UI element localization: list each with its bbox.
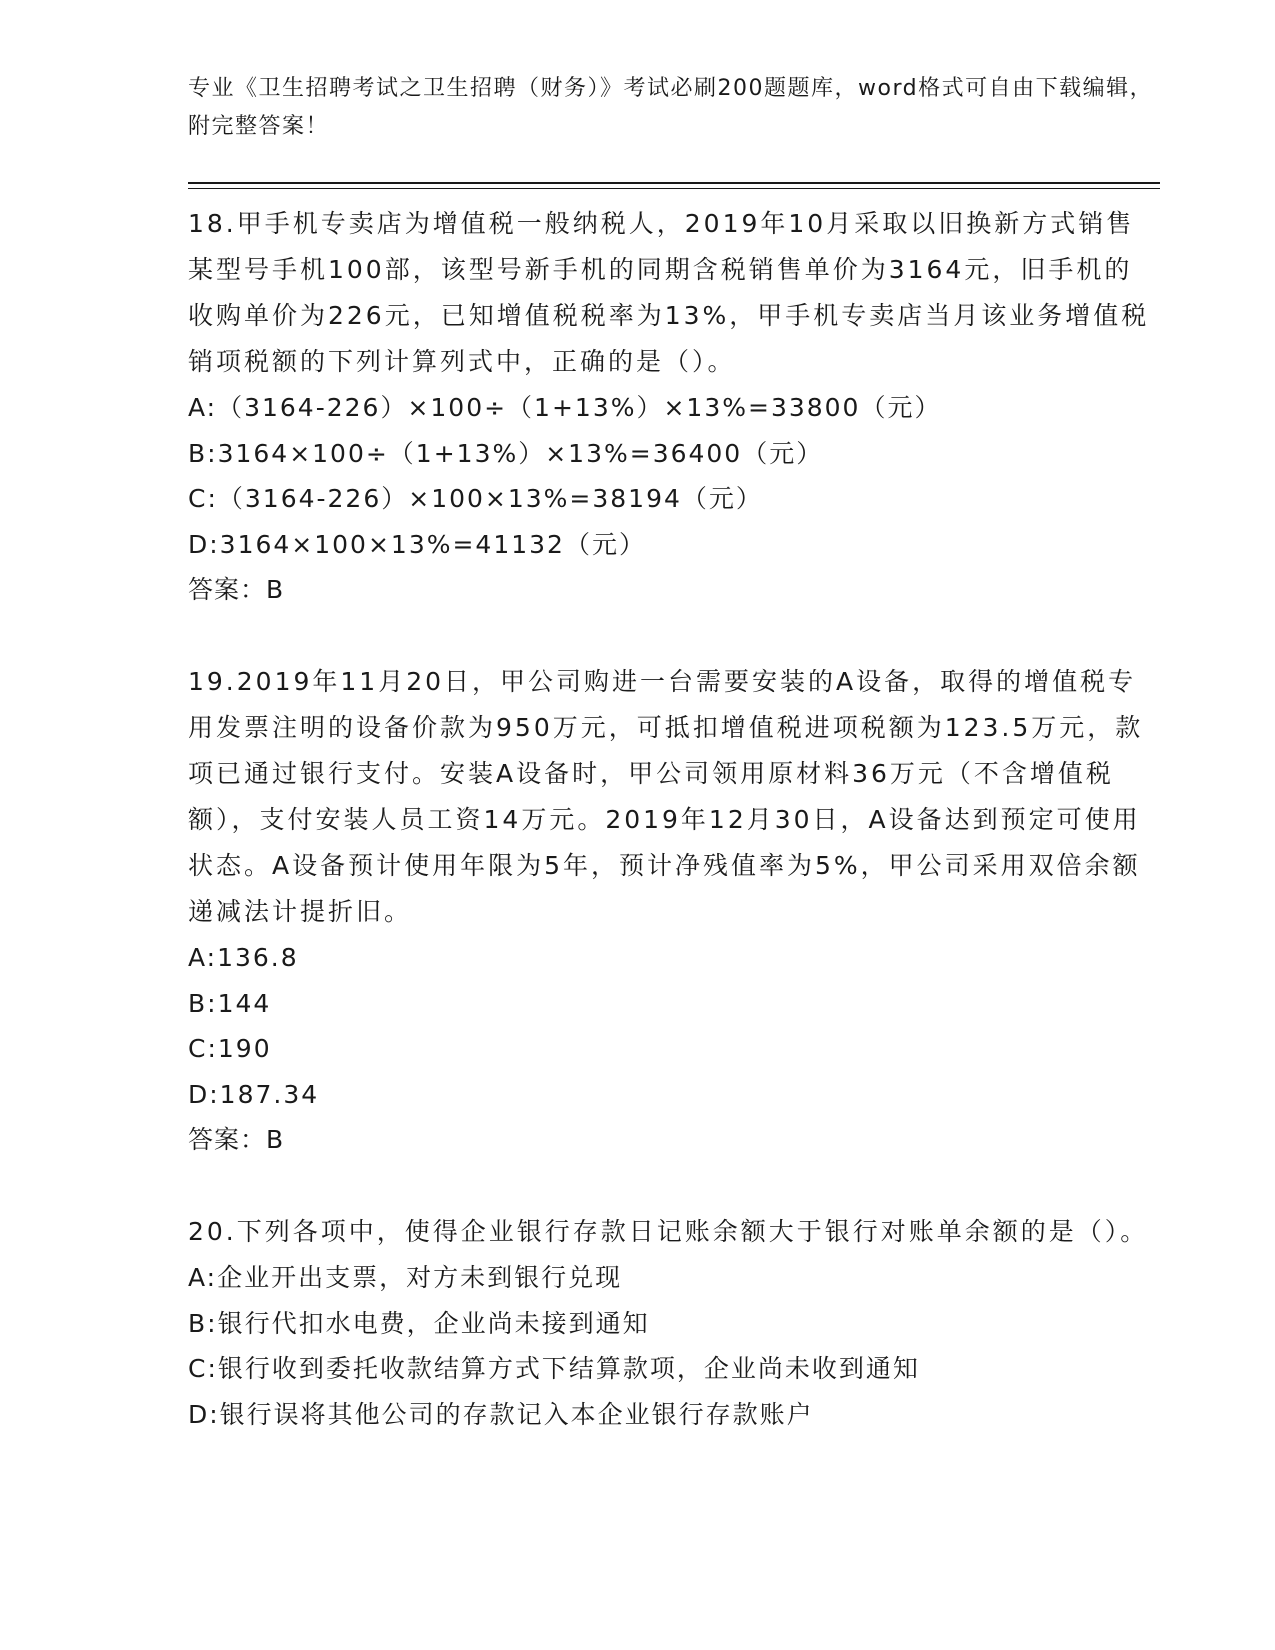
header-divider-thick (188, 182, 1160, 184)
question-stem: 19.2019年11月20日，甲公司购进一台需要安装的A设备，取得的增值税专用发票注明的设备价款为950万元，可抵扣增值税进项税额为123.5万元，款项已通过银行支付。安装A设备时，甲公司领用原材料36万元（不含增值税额），支付安装人员工资14万元。2019年12月30日，A设备达到预定可使用状态。A设备预计使用年限为5年，预计净残值率为5%，甲公司采用双倍余额递减法计提折旧。 (188, 667, 1144, 926)
question-19 (188, 659, 1160, 1163)
question-stem: 20.下列各项中，使得企业银行存款日记账余额大于银行对账单余额的是（）。 (188, 1217, 1149, 1246)
option-c: C:（3164-226）×100×13%=38194（元） (188, 484, 763, 513)
answer-line: 答案：B (188, 1125, 285, 1154)
option-c: C:银行收到委托收款结算方式下结算款项，企业尚未收到通知 (188, 1354, 920, 1383)
question-list (188, 201, 1160, 1437)
option-list (188, 1255, 1160, 1437)
option-d: D:3164×100×13%=41132（元） (188, 529, 646, 559)
answer-line: 答案：B (188, 575, 285, 604)
option-list (188, 935, 1160, 1117)
option-d: D:银行误将其他公司的存款记入本企业银行存款账户 (188, 1399, 814, 1429)
header-divider-thin (188, 188, 1160, 189)
option-c: C:190 (188, 1034, 272, 1063)
document-page (188, 70, 1160, 1483)
option-b: B:3164×100÷（1+13%）×13%=36400（元） (188, 438, 824, 468)
option-list (188, 385, 1160, 567)
question-stem: 18.甲手机专卖店为增值税一般纳税人，2019年10月采取以旧换新方式销售某型号手机100部，该型号新手机的同期含税销售单价为3164元，旧手机的收购单价为226元，已知增值税税率为13%，甲手机专卖店当月该业务增值税销项税额的下列计算列式中，正确的是（）。 (188, 209, 1150, 376)
question-20 (188, 1209, 1160, 1437)
option-a: A:企业开出支票，对方未到银行兑现 (188, 1263, 623, 1292)
option-b: B:银行代扣水电费，企业尚未接到通知 (188, 1308, 650, 1338)
question-18 (188, 201, 1160, 613)
option-a: A:136.8 (188, 943, 299, 972)
option-b: B:144 (188, 988, 272, 1018)
option-d: D:187.34 (188, 1079, 320, 1109)
option-a: A:（3164-226）×100÷（1+13%）×13%=33800（元） (188, 393, 942, 422)
page-header-title: 专业《卫生招聘考试之卫生招聘（财务）》考试必刷200题题库，word格式可自由下载编辑，附完整答案！ (188, 76, 1154, 139)
